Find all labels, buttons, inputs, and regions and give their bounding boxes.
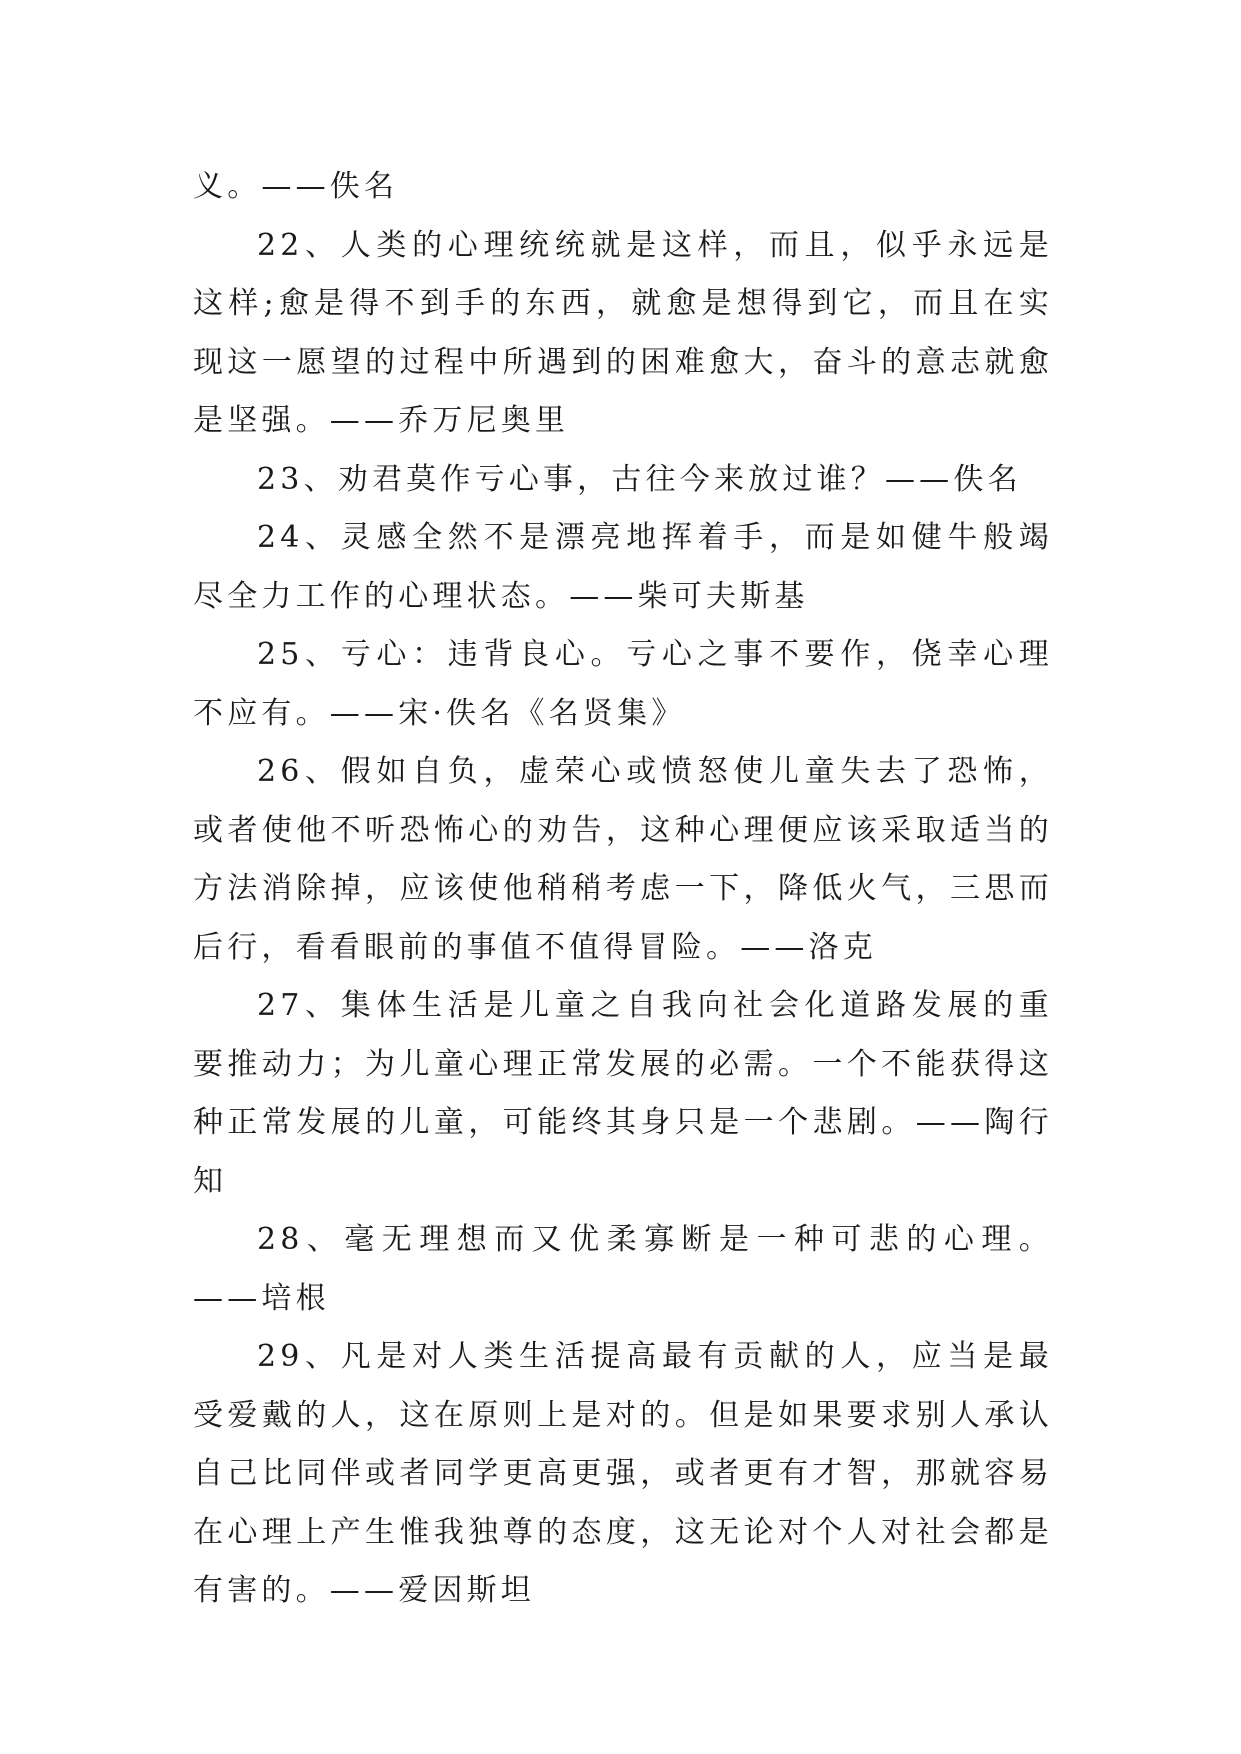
document-body bbox=[193, 158, 1053, 1621]
quote-22: 22、人类的心理统统就是这样，而且，似乎永远是这样;愈是得不到手的东西，就愈是想得到它，而且在实现这一愿望的过程中所遇到的困难愈大，奋斗的意志就愈是坚强。——乔万尼奥里 bbox=[193, 227, 1053, 438]
quote-26: 26、假如自负，虚荣心或愤怒使儿童失去了恐怖，或者使他不听恐怖心的劝告，这种心理便应该采取适当的方法消除掉，应该使他稍稍考虑一下，降低火气，三思而后行，看看眼前的事值不值得冒险。——洛克 bbox=[193, 754, 1053, 965]
paragraph-continuation: 义。——佚名 bbox=[193, 169, 399, 204]
quote-28: 28、毫无理想而又优柔寡断是一种可悲的心理。——培根 bbox=[193, 1222, 1053, 1316]
quote-27: 27、集体生活是儿童之自我向社会化道路发展的重要推动力；为儿童心理正常发展的必需。一个不能获得这种正常发展的儿童，可能终其身只是一个悲剧。——陶行知 bbox=[193, 988, 1053, 1199]
quote-25: 25、亏心：违背良心。亏心之事不要作，侥幸心理不应有。——宋·佚名《名贤集》 bbox=[193, 637, 1053, 731]
quote-24: 24、灵感全然不是漂亮地挥着手，而是如健牛般竭尽全力工作的心理状态。——柴可夫斯基 bbox=[193, 520, 1053, 614]
quote-23: 23、劝君莫作亏心事，古往今来放过谁？——佚名 bbox=[257, 461, 1022, 497]
quote-29: 29、凡是对人类生活提高最有贡献的人，应当是最受爱戴的人，这在原则上是对的。但是如果要求别人承认自己比同伴或者同学更高更强，或者更有才智，那就容易在心理上产生惟我独尊的态度，这无论对个人对社会都是有害的。——爱因斯坦 bbox=[193, 1339, 1053, 1608]
